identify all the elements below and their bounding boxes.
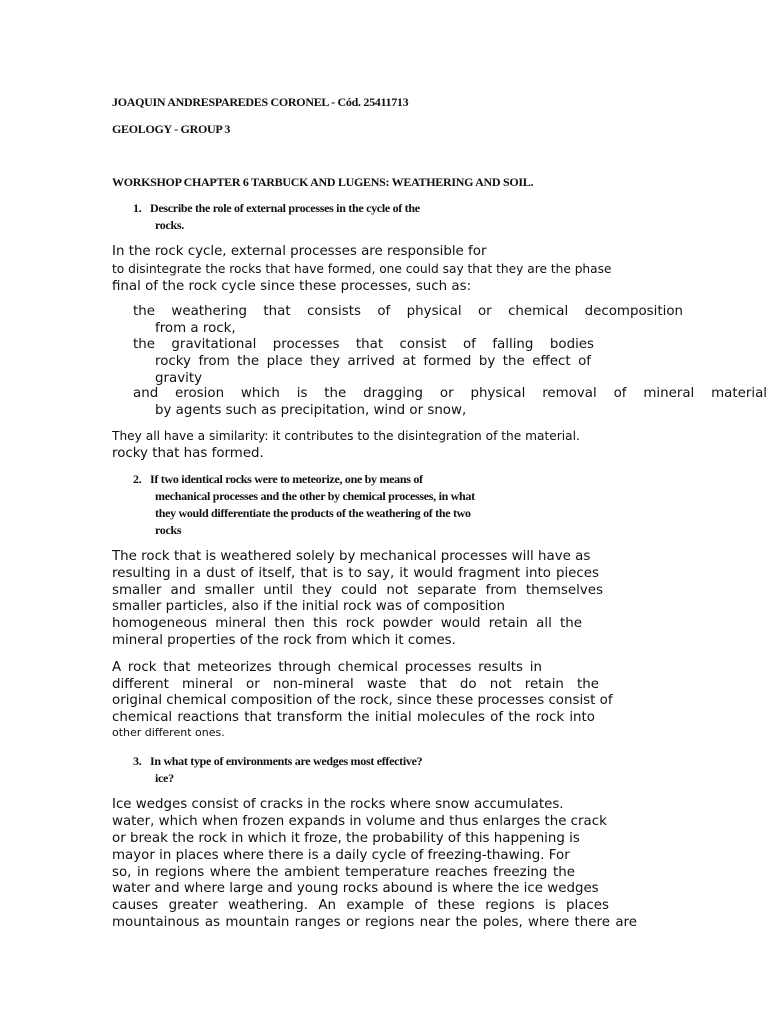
q2-para2-line: A rock that meteorizes through chemical processes results in [112, 660, 542, 675]
q2-para2-line: chemical reactions that transform the initial molecules of the rock into [112, 710, 595, 725]
q2-para1-line: resulting in a dust of itself, that is to say, it would fragment into pieces [112, 566, 599, 581]
q1-answer-line: to disintegrate the rocks that have formed, one could say that they are the phase [112, 262, 612, 276]
question-2-line1: If two identical rocks were to meteorize, one by means of [150, 472, 423, 486]
q2-para1-line: mineral properties of the rock from which it comes. [112, 633, 456, 648]
author-line: JOAQUIN ANDRESPAREDES CORONEL - Cód. 25411713 [112, 95, 409, 109]
course-line: GEOLOGY - GROUP 3 [112, 122, 231, 136]
q1-closing-line2: rocky that has formed. [112, 446, 264, 461]
q3-para-line: Ice wedges consist of cracks in the rocks where snow accumulates. [112, 797, 564, 812]
q1-closing-line1: They all have a similarity: it contributes to the disintegration of the material. [112, 429, 580, 443]
q2-para2-line: different mineral or non-mineral waste that do not retain the [112, 677, 599, 692]
question-2-line4: rocks [155, 523, 182, 537]
question-2-line2: mechanical processes and the other by chemical processes, in what [155, 489, 475, 503]
question-1-line2: rocks. [155, 218, 184, 232]
question-2-line3: they would differentiate the products of the weathering of the two [155, 506, 471, 520]
question-1 [133, 201, 420, 216]
q3-para-line: mayor in places where there is a daily cycle of freezing-thawing. For [112, 848, 570, 863]
q1-answer-line: final of the rock cycle since these processes, such as: [112, 279, 472, 294]
bullet-gravitational-line2: rocky from the place they arrived at formed by the effect of [155, 354, 591, 369]
bullet-weathering-line2: from a rock, [155, 321, 236, 336]
bullet-gravitational-line3: gravity [155, 371, 203, 386]
question-3-number: 3. [133, 754, 142, 768]
q2-para2-line: other different ones. [112, 726, 225, 739]
question-3-line1: In what type of environments are wedges most effective? [150, 754, 423, 768]
q3-para-line: so, in regions where the ambient temperature reaches freezing the [112, 865, 575, 880]
q2-para2-line: original chemical composition of the rock, since these processes consist of [112, 693, 613, 708]
bullet-gravitational-line1: the gravitational processes that consist of falling bodies [133, 337, 594, 352]
bullet-erosion-line1: and erosion which is the dragging or physical removal of mineral material [133, 386, 767, 401]
question-1-line1: Describe the role of external processes in the cycle of the [150, 201, 420, 215]
q3-para-line: water and where large and young rocks abound is where the ice wedges [112, 881, 599, 896]
bullet-erosion-line2: by agents such as precipitation, wind or snow, [155, 403, 467, 418]
q3-para-line: water, which when frozen expands in volume and thus enlarges the crack [112, 814, 607, 829]
q2-para1-line: The rock that is weathered solely by mechanical processes will have as [112, 549, 591, 564]
question-1-number: 1. [133, 201, 142, 215]
bullet-weathering-line1: the weathering that consists of physical or chemical decomposition [133, 304, 683, 319]
q1-answer-line: In the rock cycle, external processes are responsible for [112, 244, 487, 259]
question-2 [133, 472, 423, 487]
question-3-line2: ice? [155, 771, 174, 785]
q2-para1-line: smaller and smaller until they could not separate from themselves [112, 583, 603, 598]
q2-para1-line: homogeneous mineral then this rock powder would retain all the [112, 616, 582, 631]
question-2-number: 2. [133, 472, 142, 486]
q3-para-line: causes greater weathering. An example of these regions is places [112, 898, 609, 913]
q2-para1-line: smaller particles, also if the initial rock was of composition [112, 599, 505, 614]
q3-para-line: or break the rock in which it froze, the probability of this happening is [112, 831, 580, 846]
q3-para-line: mountainous as mountain ranges or regions near the poles, where there are [112, 915, 637, 930]
question-3 [133, 754, 422, 769]
workshop-title: WORKSHOP CHAPTER 6 TARBUCK AND LUGENS: WEATHERING AND SOIL. [112, 175, 534, 189]
